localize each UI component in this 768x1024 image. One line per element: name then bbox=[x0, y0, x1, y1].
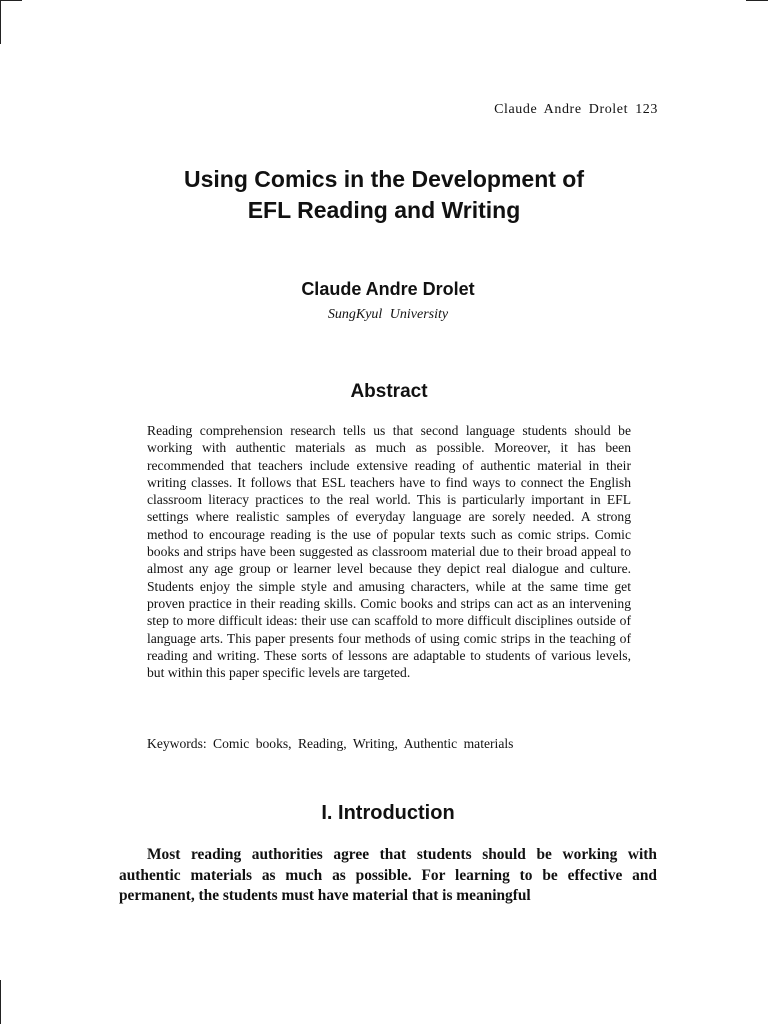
paper-title bbox=[0, 164, 768, 226]
author-name: Claude Andre Drolet bbox=[301, 279, 475, 299]
section-heading-introduction: I. Introduction bbox=[321, 802, 455, 824]
author-affiliation: SungKyul University bbox=[327, 307, 449, 322]
paper-title-line-2: EFL Reading and Writing bbox=[247, 197, 521, 223]
running-head: Claude Andre Drolet 123 bbox=[494, 102, 658, 117]
introduction-paragraph: Most reading authorities agree that students should be working with authentic materials as much as possible. For learning to be effective and permanent, the students must have material that is meaningful bbox=[119, 846, 657, 904]
abstract-heading: Abstract bbox=[350, 381, 428, 402]
crop-mark-top-left-horizontal bbox=[0, 0, 22, 1]
crop-mark-bottom-left-vertical bbox=[0, 980, 1, 1024]
paper-title-line-1: Using Comics in the Development of bbox=[184, 166, 584, 192]
crop-mark-top-left-vertical bbox=[0, 0, 1, 44]
keywords: Keywords: Comic books, Reading, Writing, Authentic materials bbox=[147, 736, 514, 751]
abstract-body: Reading comprehension research tells us that second language students should be working with authentic materials as much as possible. Moreover, it has been recommended that teachers include extensive reading of authentic material in their writing classes. It follows that ESL teachers have to find ways to connect the English classroom literacy practices to the real world. This is particularly important in EFL settings where realistic samples of everyday language are sorely needed. A strong method to encourage reading is the use of popular texts such as comic strips. Comic books and strips have been suggested as classroom material due to their broad appeal to almost any age group or learner level because they depict real dialogue and culture. Students enjoy the simple style and amusing characters, while at the same time get proven practice in their reading skills. Comic books and strips can act as an intervening step to more difficult ideas: their use can scaffold to more difficult disciplines outside of language arts. This paper presents four methods of using comic strips in the teaching of reading and writing. These sorts of lessons are adaptable to students of various levels, but within this paper specific levels are targeted. bbox=[147, 423, 631, 681]
crop-mark-top-right-horizontal bbox=[746, 0, 768, 1]
